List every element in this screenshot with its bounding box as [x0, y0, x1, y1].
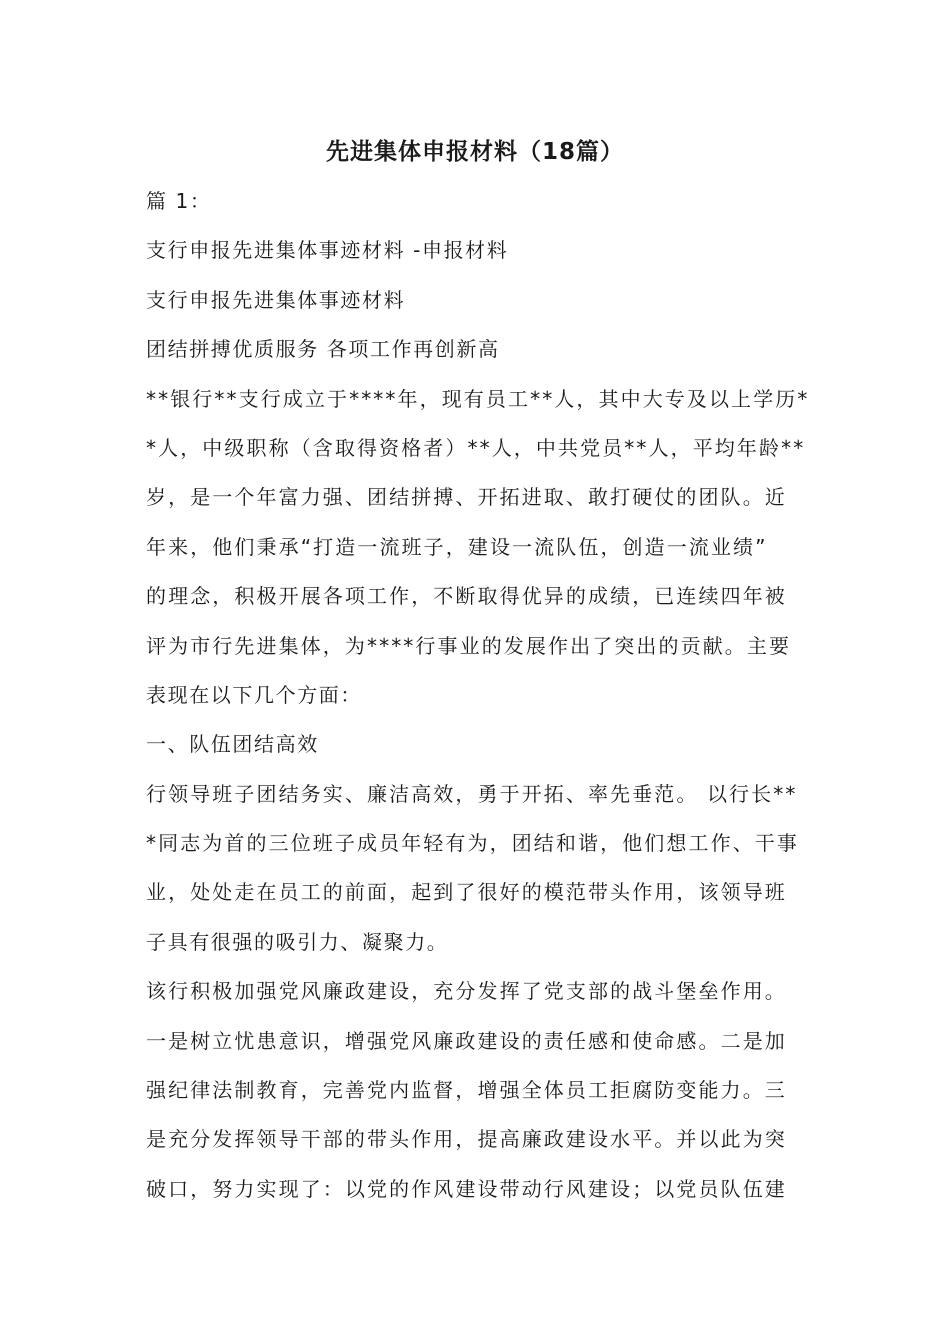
text-line: 强纪律法制教育，完善党内监督，增强全体员工拒腐防变能力。三 — [146, 1078, 787, 1103]
text-line: *同志为首的三位班子成员年轻有为，团结和谐，他们想工作、干事 — [146, 831, 799, 856]
text-line: 岁，是一个年富力强、团结拼搏、开拓进取、敢打硬仗的团队。近 — [146, 485, 787, 510]
document-title: 先进集体申报材料（18篇） — [325, 139, 624, 165]
text-line: 行领导班子团结务实、廉洁高效，勇于开拓、率先垂范。 以行长** — [146, 781, 798, 806]
section-heading: 一、队伍团结高效 — [146, 732, 319, 757]
text-line: 破口，努力实现了：以党的作风建设带动行风建设；以党员队伍建 — [146, 1176, 787, 1201]
text-line: **银行**支行成立于****年，现有员工**人，其中大专及以上学历* — [146, 386, 810, 411]
text-line: 子具有很强的吸引力、凝聚力。 — [146, 929, 449, 954]
text-line: 年来，他们秉承“打造一流班子，建设一流队伍，创造一流业绩” — [146, 534, 768, 559]
text-line: 的理念，积极开展各项工作，不断取得优异的成绩，已连续四年被 — [146, 584, 787, 609]
text-line: 该行积极加强党风廉政建设，充分发挥了党支部的战斗堡垒作用。 — [146, 979, 787, 1004]
text-line: 支行申报先进集体事迹材料 -申报材料 — [146, 238, 509, 263]
text-line: 团结拼搏优质服务 各项工作再创新高 — [146, 337, 500, 362]
text-line: 业，处处走在员工的前面，起到了很好的模范带头作用，该领导班 — [146, 880, 787, 905]
section-heading: 篇 1： — [146, 189, 212, 213]
document-body — [146, 186, 810, 1223]
text-line: 一是树立忧患意识，增强党风廉政建设的责任感和使命感。二是加 — [146, 1028, 787, 1053]
text-line: 支行申报先进集体事迹材料 — [146, 287, 406, 312]
text-line: 表现在以下几个方面： — [146, 682, 362, 707]
text-line: *人，中级职称（含取得资格者）**人，中共党员**人，平均年龄** — [146, 435, 806, 460]
text-line: 评为市行先进集体，为****行事业的发展作出了突出的贡献。主要 — [146, 633, 792, 658]
text-line: 是充分发挥领导干部的带头作用，提高廉政建设水平。并以此为突 — [146, 1127, 787, 1152]
